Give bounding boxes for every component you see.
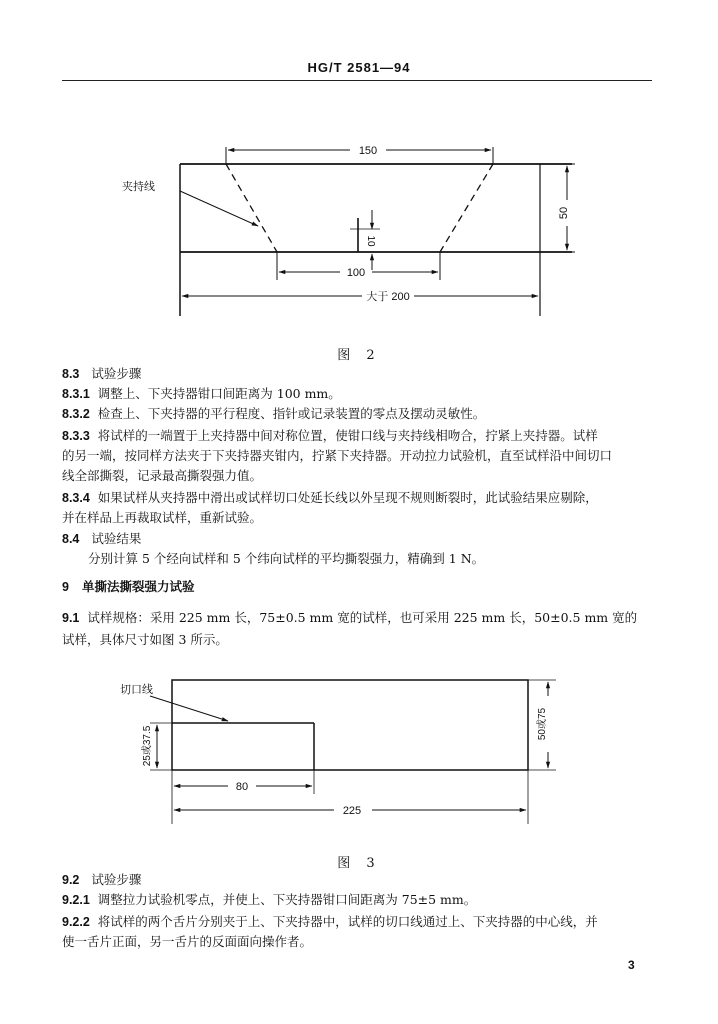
section-8-4-heading: 8.4 试验结果 [62,531,142,546]
standard-code-header: HG/T 2581—94 [307,60,411,75]
clamp-line-label: 夹持线 [122,181,155,193]
figure-3-caption: 图 3 [337,856,381,871]
dim-25-or-37-5: 25或37.5 [142,725,153,767]
section-9-heading: 9 单撕法撕裂强力试验 [62,579,195,594]
clause-9-1-line2: 试样，具体尺寸如图 3 所示。 [62,632,228,647]
clause-8-3-3-line3: 线全部撕裂，记录最高撕裂强力值。 [62,468,263,483]
dim-150: 150 [358,145,378,157]
dim-100: 100 [346,267,366,279]
dim-greater-200: 大于 200 [366,291,410,303]
clause-9-1: 9.1 试样规格：采用 225 mm 长，75±0.5 mm 宽的试样，也可采用 225 mm 长，50±0.5 mm 宽的 [62,610,638,625]
section-8-4-text: 分别计算 5 个经向试样和 5 个纬向试样的平均撕裂强力，精确到 1 N。 [88,551,485,566]
clause-9-2-2-line2: 使一舌片正面，另一舌片的反面面向操作者。 [62,934,313,949]
clause-9-2-2: 9.2.2 将试样的两个舌片分别夹于上、下夹持器中，试样的切口线通过上、下夹持器的中心线，并 [62,914,598,929]
dim-225: 225 [342,805,362,817]
dim-50-or-75: 50或75 [537,707,548,741]
cut-line-label: 切口线 [120,684,153,696]
section-9-2-heading: 9.2 试验步骤 [62,872,142,887]
dim-50: 50 [558,206,570,220]
clause-8-3-2: 8.3.2 检查上、下夹持器的平行程度、指针或记录装置的零点及摆动灵敏性。 [62,406,486,421]
clause-8-3-4-line2: 并在样品上再裁取试样，重新试验。 [62,510,263,525]
figure-2-caption: 图 2 [337,348,381,363]
clause-8-3-1: 8.3.1 调整上、下夹持器钳口间距离为 100 mm。 [62,386,341,401]
clause-8-3-3-line2: 的另一端，按同样方法夹于下夹持器夹钳内，拧紧下夹持器。开动拉力试验机，直至试样沿中间切口 [62,448,613,463]
section-8-3-heading: 8.3 试验步骤 [62,366,142,381]
page-number: 3 [628,958,635,972]
clause-8-3-3: 8.3.3 将试样的一端置于上夹持器中间对称位置，使钳口线与夹持线相吻合，拧紧上夹持器。试样 [62,428,598,443]
dim-80: 80 [235,781,249,793]
dim-10: 10 [365,235,376,247]
clause-9-2-1: 9.2.1 调整拉力试验机零点，并使上、下夹持器钳口间距离为 75±5 mm。 [62,892,477,907]
clause-8-3-4: 8.3.4 如果试样从夹持器中滑出或试样切口处延长线以外呈现不规则断裂时，此试验结果应剔除， [62,490,598,505]
